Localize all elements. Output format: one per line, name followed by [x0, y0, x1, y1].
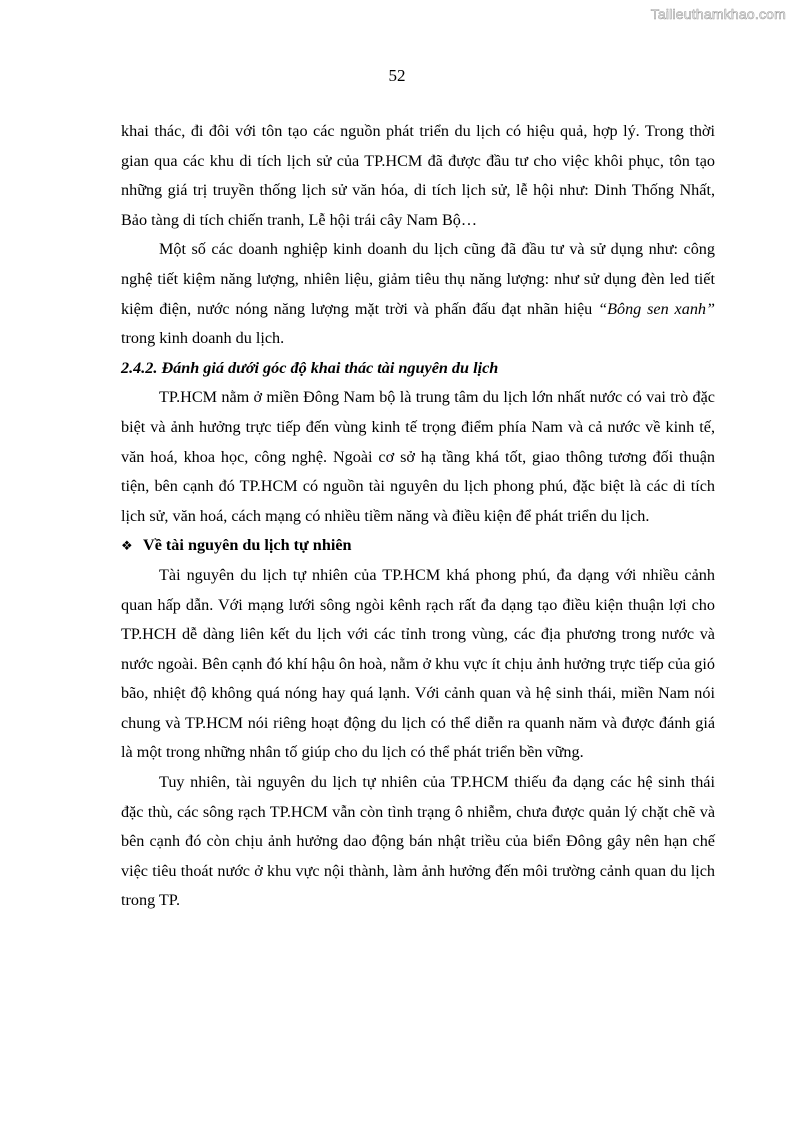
page-body	[121, 117, 715, 916]
paragraph-continuation: khai thác, đi đôi với tôn tạo các nguồn phát triển du lịch có hiệu quả, hợp lý. Trong thời gian qua các khu di tích lịch sử của TP.HCM đã được đầu tư cho việc khôi phục, tôn tạo những giá trị truyền thống lịch sử văn hóa, di tích lịch sử, lễ hội như: Dinh Thống Nhất, Bảo tàng di tích chiến tranh, Lễ hội trái cây Nam Bộ…	[121, 122, 715, 229]
page-number: 52	[388, 66, 406, 85]
watermark: Tailieuthamkhao.com	[650, 6, 786, 22]
paragraph-limitations: Tuy nhiên, tài nguyên du lịch tự nhiên của TP.HCM thiếu đa dạng các hệ sinh thái đặc thù, các sông rạch TP.HCM vẫn còn tình trạng ô nhiễm, chưa được quản lý chặt chẽ và bên cạnh đó còn chịu ảnh hưởng dao động bán nhật triều của biển Đông gây nên hạn chế việc tiêu thoát nước ở khu vực nội thành, làm ảnh hưởng đến môi trường cảnh quan du lịch trong TP.	[121, 773, 715, 910]
paragraph-enterprises-end: trong kinh doanh du lịch.	[121, 329, 285, 348]
paragraph-enterprises	[121, 235, 715, 353]
paragraph-natural-resources: Tài nguyên du lịch tự nhiên của TP.HCM khá phong phú, đa dạng với nhiều cảnh quan hấp dẫn. Với mạng lưới sông ngòi kênh rạch rất đa dạng tạo điều kiện thuận lợi cho TP.HCH dễ dàng liên kết du lịch với các tỉnh trong vùng, các địa phương trong nước và nước ngoài. Bên cạnh đó khí hậu ôn hoà, nằm ở khu vực ít chịu ảnh hưởng trực tiếp của gió bão, nhiệt độ không quá nóng hay quá lạnh. Với cảnh quan và hệ sinh thái, miền Nam nói chung và TP.HCM nói riêng hoạt động du lịch có thể diễn ra quanh năm và được đánh giá là một trong những nhân tố giúp cho du lịch có thể phát triển bền vững.	[121, 565, 715, 762]
diamond-bullet-icon: ❖	[121, 538, 133, 554]
section-heading-2-4-2: 2.4.2. Đánh giá dưới góc độ khai thác tài nguyên du lịch	[121, 358, 499, 377]
bullet-heading-natural-resources	[121, 531, 715, 561]
paragraph-enterprises-text: Một số các doanh nghiệp kinh doanh du lịch cũng đã đầu tư và sử dụng như: công nghệ tiết kiệm năng lượng, nhiên liệu, giảm tiêu thụ năng lượng: như sử dụng đèn led tiết kiệm điện, nước nóng năng lượng mặt trời và phấn đấu đạt nhãn hiệu	[121, 240, 715, 318]
label-bong-sen-xanh: “Bông sen xanh”	[598, 299, 716, 318]
bullet-heading-text: Về tài nguyên du lịch tự nhiên	[143, 536, 352, 555]
paragraph-hcm-overview: TP.HCM nằm ở miền Đông Nam bộ là trung tâm du lịch lớn nhất nước có vai trò đặc biệt và ảnh hưởng trực tiếp đến vùng kinh tế trọng điểm phía Nam và cả nước về kinh tế, văn hoá, khoa học, công nghệ. Ngoài cơ sở hạ tầng khá tốt, giao thông tương đối thuận tiện, bên cạnh đó TP.HCM có nguồn tài nguyên du lịch phong phú, đặc biệt là các di tích lịch sử, văn hoá, cách mạng có nhiều tiềm năng và điều kiện để phát triển du lịch.	[121, 388, 715, 525]
